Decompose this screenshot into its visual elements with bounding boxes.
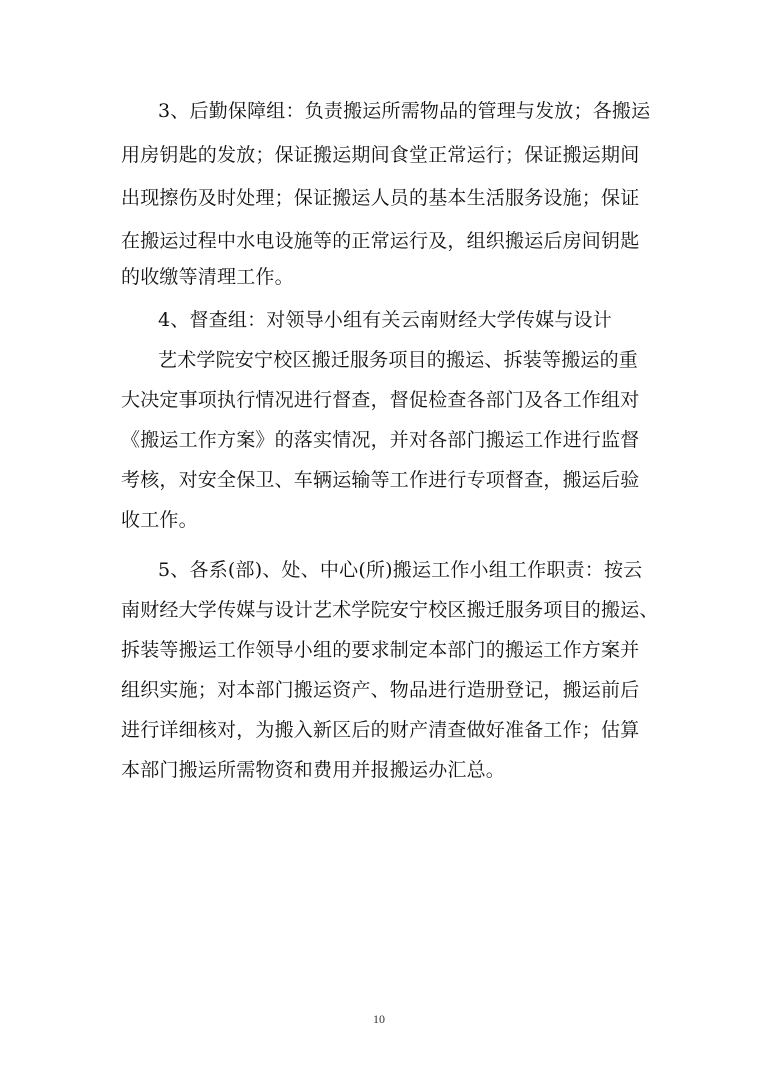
paragraph-3-line-2: 用房钥匙的发放；保证搬运期间食堂正常运行；保证搬运期间: [121, 144, 640, 166]
paragraph-3-line-1: 3、后勤保障组：负责搬运所需物品的管理与发放；各搬运: [158, 100, 651, 122]
paragraph-4-line-4: 《搬运工作方案》的落实情况，并对各部门搬运工作进行监督: [121, 429, 640, 451]
paragraph-4-line-5: 考核，对安全保卫、车辆运输等工作进行专项督查，搬运后验: [121, 469, 640, 491]
paragraph-4-line-1: 4、督查组：对领导小组有关云南财经大学传媒与设计: [158, 309, 612, 331]
paragraph-3-line-3: 出现擦伤及时处理；保证搬运人员的基本生活服务设施；保证: [121, 187, 640, 209]
paragraph-4-line-3: 大决定事项执行情况进行督查，督促检查各部门及各工作组对: [121, 389, 640, 411]
paragraph-4-line-6: 收工作。: [121, 509, 198, 531]
paragraph-3-line-5: 的收缴等清理工作。: [121, 266, 294, 288]
paragraph-5-line-3: 拆装等搬运工作领导小组的要求制定本部门的搬运工作方案并: [121, 639, 640, 661]
paragraph-5-line-5: 进行详细核对，为搬入新区后的财产清查做好准备工作；估算: [121, 719, 640, 741]
page-number: 10: [373, 1012, 385, 1026]
paragraph-4-line-2: 艺术学院安宁校区搬迁服务项目的搬运、拆装等搬运的重: [158, 349, 639, 371]
paragraph-5-line-4: 组织实施；对本部门搬运资产、物品进行造册登记，搬运前后: [121, 679, 640, 701]
paragraph-5-line-2: 南财经大学传媒与设计艺术学院安宁校区搬迁服务项目的搬运、: [121, 599, 659, 621]
paragraph-3-line-4: 在搬运过程中水电设施等的正常运行及，组织搬运后房间钥匙: [121, 230, 640, 252]
paragraph-5-line-1: 5、各系(部)、处、中心(所)搬运工作小组工作职责：按云: [158, 559, 643, 581]
paragraph-5-line-6: 本部门搬运所需物资和费用并报搬运办汇总。: [121, 759, 506, 781]
